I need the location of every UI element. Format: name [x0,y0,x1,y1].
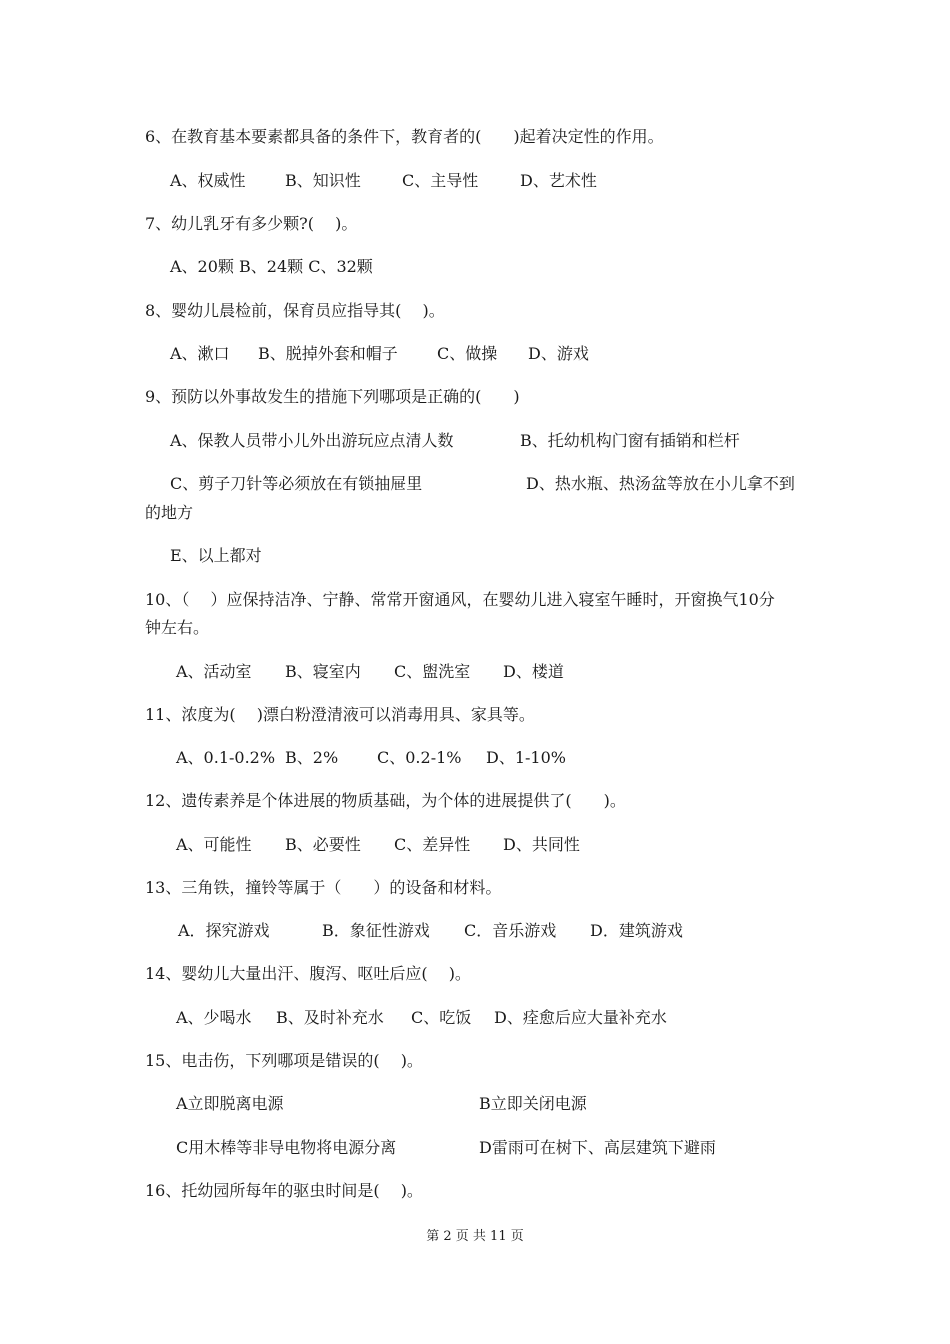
option: C、吃饭 [411,1008,472,1027]
option: C、主导性 [402,171,479,190]
question-13: 13、三角铁，撞铃等属于（ ）的设备和材料。 [145,878,502,897]
option: C、0.2-1% [377,748,462,767]
option: D、1-10% [486,748,566,767]
option: D雷雨可在树下、高层建筑下避雨 [479,1138,716,1157]
option: D、游戏 [528,344,589,363]
question-14: 14、婴幼儿大量出汗、腹泻、呕吐后应( )。 [145,964,471,983]
option: C、差异性 [394,835,471,854]
option: A、漱口 [170,344,230,363]
option: A、活动室 [176,662,252,681]
option: D、共同性 [503,835,580,854]
option: B、及时补充水 [276,1008,384,1027]
question-9: 9、预防以外事故发生的措施下列哪项是正确的( ) [145,387,520,406]
question-10: 10、（ ）应保持洁净、宁静、常常开窗通风，在婴幼儿进入寝室午睡时，开窗换气10分 [145,590,775,609]
option: C、剪子刀针等必须放在有锁抽屉里 [170,474,423,493]
question-7: 7、幼儿乳牙有多少颗?( )。 [145,214,358,233]
option: A立即脱离电源 [176,1094,284,1113]
option: B．象征性游戏 [322,921,430,940]
option: C、盥洗室 [394,662,471,681]
option: A、0.1-0.2% [176,748,276,767]
option: A、可能性 [176,835,252,854]
option: B、寝室内 [285,662,361,681]
option: D．建筑游戏 [590,921,683,940]
option-continuation: 的地方 [145,503,194,522]
question-16: 16、托幼园所每年的驱虫时间是( )。 [145,1181,423,1200]
question-8: 8、婴幼儿晨检前，保育员应指导其( )。 [145,301,445,320]
page-footer: 第 2 页 共 11 页 [426,1229,524,1244]
option: A、少喝水 [176,1008,252,1027]
question-15: 15、电击伤，下列哪项是错误的( )。 [145,1051,423,1070]
option: B、知识性 [285,171,361,190]
option: B立即关闭电源 [479,1094,587,1113]
option: B、2% [285,748,339,767]
option: B、脱掉外套和帽子 [258,344,398,363]
question-11: 11、浓度为( )漂白粉澄清液可以消毒用具、家具等。 [145,705,535,724]
option: A、权威性 [170,171,246,190]
option: C．音乐游戏 [464,921,557,940]
option: B、必要性 [285,835,361,854]
option: B、托幼机构门窗有插销和栏杆 [520,431,740,450]
option: D、楼道 [503,662,564,681]
option: D、热水瓶、热汤盆等放在小儿拿不到 [526,474,795,493]
question-12: 12、遗传素养是个体进展的物质基础，为个体的进展提供了( )。 [145,791,626,810]
option: D、痊愈后应大量补充水 [494,1008,667,1027]
question-6: 6、在教育基本要素都具备的条件下，教育者的( )起着决定性的作用。 [145,127,664,146]
option: A、20颗 B、24颗 C、32颗 [170,257,373,276]
option: C、做操 [437,344,498,363]
option: C用木棒等非导电物将电源分离 [176,1138,397,1157]
question-10-continuation: 钟左右。 [145,618,210,637]
option: E、以上都对 [170,546,262,565]
option: A、保教人员带小儿外出游玩应点清人数 [170,431,454,450]
option: A．探究游戏 [178,921,270,940]
option: D、艺术性 [520,171,597,190]
